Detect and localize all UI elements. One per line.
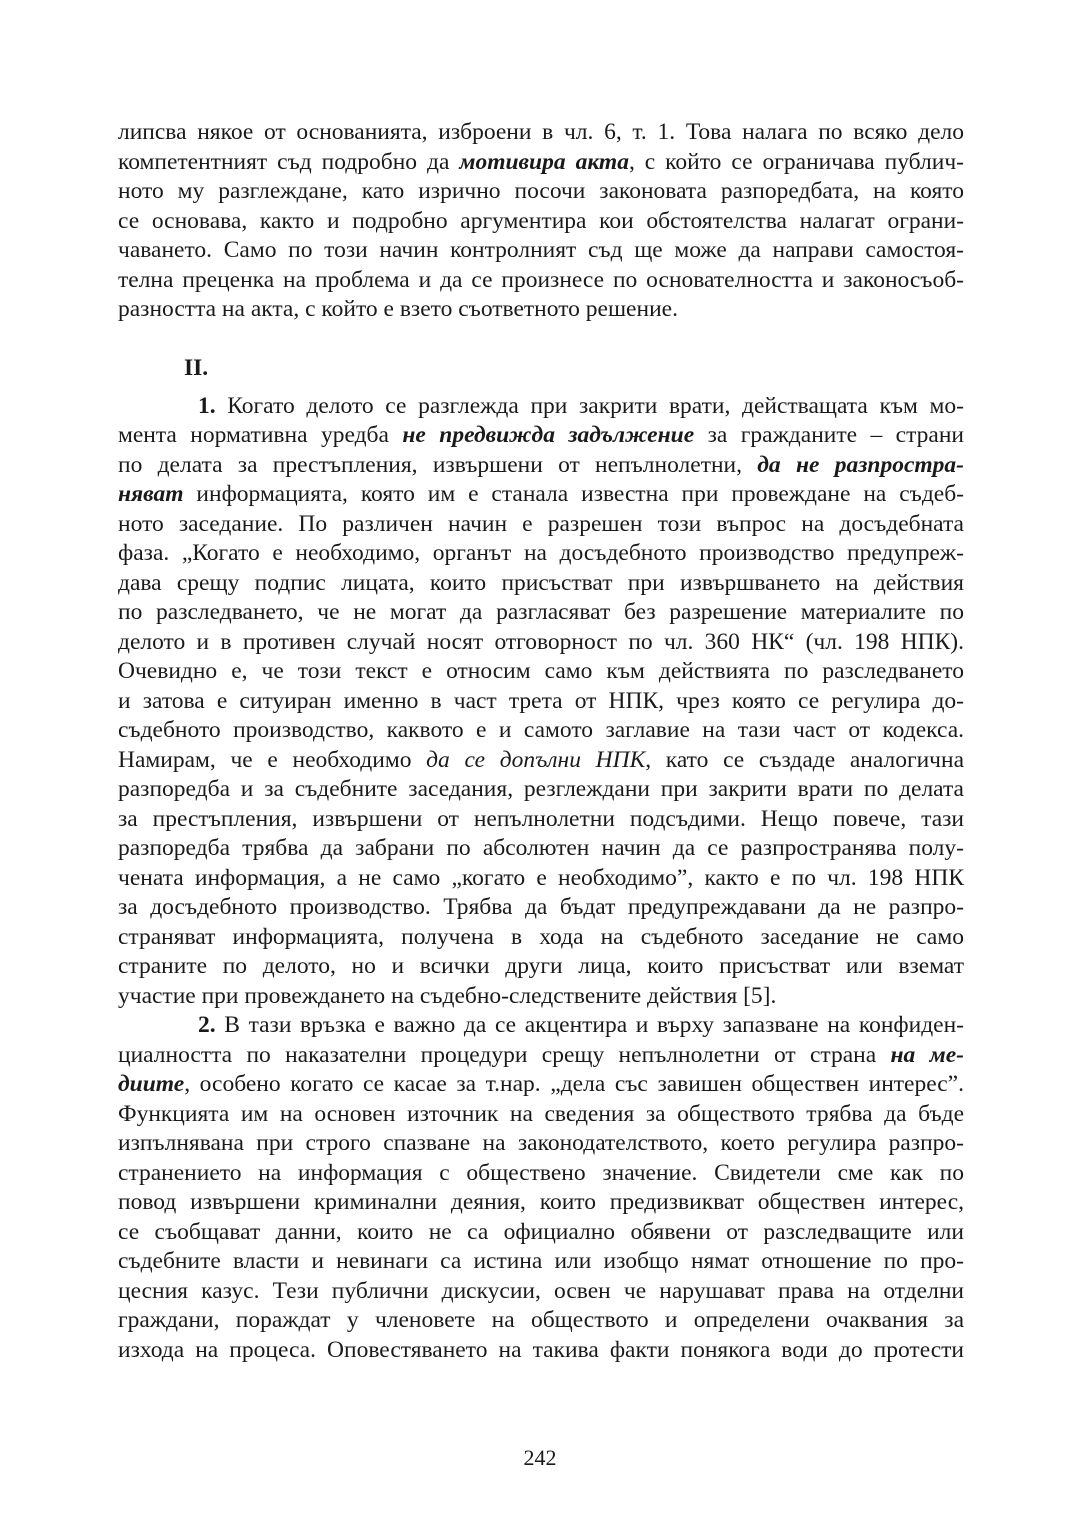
emphasis: мотивира акта — [459, 148, 629, 175]
text-line: се съобщават данни, които не са официално обявени от разследващите или — [118, 1218, 964, 1245]
emphasis: да не разпростра- — [757, 451, 964, 478]
text-line: разпоредба трябва да забрани по абсолютен начин да се разпространява полу- — [118, 835, 964, 861]
text-line: мента нормативна уредба не предвижда задължение за гражданите – страни — [118, 422, 964, 448]
text-line: повод извършени криминални деяния, които предизвикват обществен интерес, — [118, 1189, 964, 1215]
emphasis: да се допълни НПК — [426, 746, 646, 773]
text-line: цесния казус. Тези публични дискусии, освен че нарушават права на отделни — [118, 1277, 964, 1304]
text-line: циалността по наказателни процедури срещу непълнолетни от страна на ме- — [118, 1041, 965, 1068]
item-number: 2. — [198, 1012, 216, 1038]
text-line: компетентният съд подробно да мотивира акта, с който се ограничава публич- — [118, 148, 964, 175]
section-heading: II. — [184, 355, 209, 381]
text-line: делото и в противен случай носят отговорност по чл. 360 НК“ (чл. 198 НПК). — [118, 628, 964, 655]
text-line: телна преценка на проблема и да се произнесе по основателността и законосъоб- — [118, 266, 964, 293]
page-body — [118, 118, 964, 1365]
text-line: Намирам, че е необходимо да се допълни НПК, като се създаде аналогична — [118, 746, 964, 773]
text-line: граждани, пораждат у членовете на обществото и определени очаквания за — [118, 1307, 964, 1333]
text-line: 2. В тази връзка е важно да се акцентира и върху запазване на конфиден- — [198, 1012, 964, 1038]
text-line: разпоредба и за съдебните заседания, резглеждани при закрити врати по делата — [118, 776, 964, 802]
text-line: и затова е ситуиран именно в част трета от НПК, чрез която се регулира до- — [118, 687, 964, 714]
text-line: диите, особено когато се касае за т.нар. „дела със завишен обществен интерес”. — [118, 1071, 964, 1097]
text-line: ното му разглеждане, като изрично посочи законовата разпоредбата, на която — [118, 178, 964, 204]
text-line: 1. Когато делото се разглежда при закрити врати, действащата към мо- — [198, 392, 964, 419]
text-line: за престъпления, извършени от непълнолетни подсъдими. Нещо повече, тази — [118, 805, 964, 832]
emphasis: не предвижда задължение — [402, 422, 695, 448]
text-line: по разследването, че не могат да разгласяват без разрешение материалите по — [118, 599, 964, 625]
text-line: за досъдебното производство. Трябва да бъдат предупреждавани да не разпро- — [118, 894, 964, 920]
text-line: липсва някое от основанията, изброени в чл. 6, т. 1. Това налага по всяко дело — [118, 119, 964, 145]
emphasis: диите — [118, 1071, 185, 1097]
text-line: разността на акта, с който е взето съответното решение. — [118, 296, 678, 322]
item-number: 1. — [198, 392, 216, 419]
text-line: страните по делото, но и всички други лица, които присъстват или вземат — [118, 953, 964, 979]
text-line: странението на информация с обществено значение. Свидетели сме как по — [118, 1159, 964, 1186]
text-line: съдебните власти и невинаги са истина или изобщо нямат отношение по про- — [118, 1248, 964, 1274]
paragraph-1 — [118, 118, 964, 325]
text-line: фаза. „Когато е необходимо, органът на досъдебното производство предупреж- — [118, 540, 964, 566]
text-line: чената информация, а не само „когато е необходимо”, както е по чл. 198 НПК — [118, 864, 964, 891]
paragraph-3 — [118, 1011, 964, 1365]
text-line: няват информацията, която им е станала известна при провеждане на съдеб- — [118, 481, 964, 507]
text-line: дава срещу подпис лицата, които присъстват при извършването на действия — [118, 569, 964, 596]
text-line: Очевидно е, че този текст е относим само към действията по разследването — [118, 658, 964, 684]
text-line: изпълнявана при строго спазване на законодателството, което регулира разпро- — [118, 1130, 964, 1156]
text-line: чаването. Само по този начин контролният съд ще може да направи самостоя- — [118, 237, 964, 263]
text-line: съдебното производство, каквото е и самото заглавие на тази част от кодекса. — [118, 717, 964, 743]
text-line: по делата за престъпления, извършени от непълнолетни, да не разпростра- — [118, 451, 964, 478]
text-line: се основава, както и подробно аргументира кои обстоятелства налагат ограни- — [118, 207, 964, 234]
emphasis: няват — [118, 481, 184, 507]
text-line: ното заседание. По различен начин е разрешен този въпрос на досъдебната — [118, 510, 964, 537]
text-line: участие при провеждането на съдебно-следствените действия [5]. — [118, 982, 777, 1009]
text-line: страняват информацията, получена в хода на съдебното заседание не само — [118, 923, 964, 950]
text-line: изхода на процеса. Оповестяването на такива факти понякога води до протести — [118, 1336, 964, 1363]
text-line: Функцията им на основен източник на сведения за обществото трябва да бъде — [118, 1100, 964, 1127]
page-number: 242 — [523, 1445, 557, 1470]
emphasis: на ме- — [890, 1041, 965, 1068]
paragraph-2 — [118, 392, 964, 1012]
